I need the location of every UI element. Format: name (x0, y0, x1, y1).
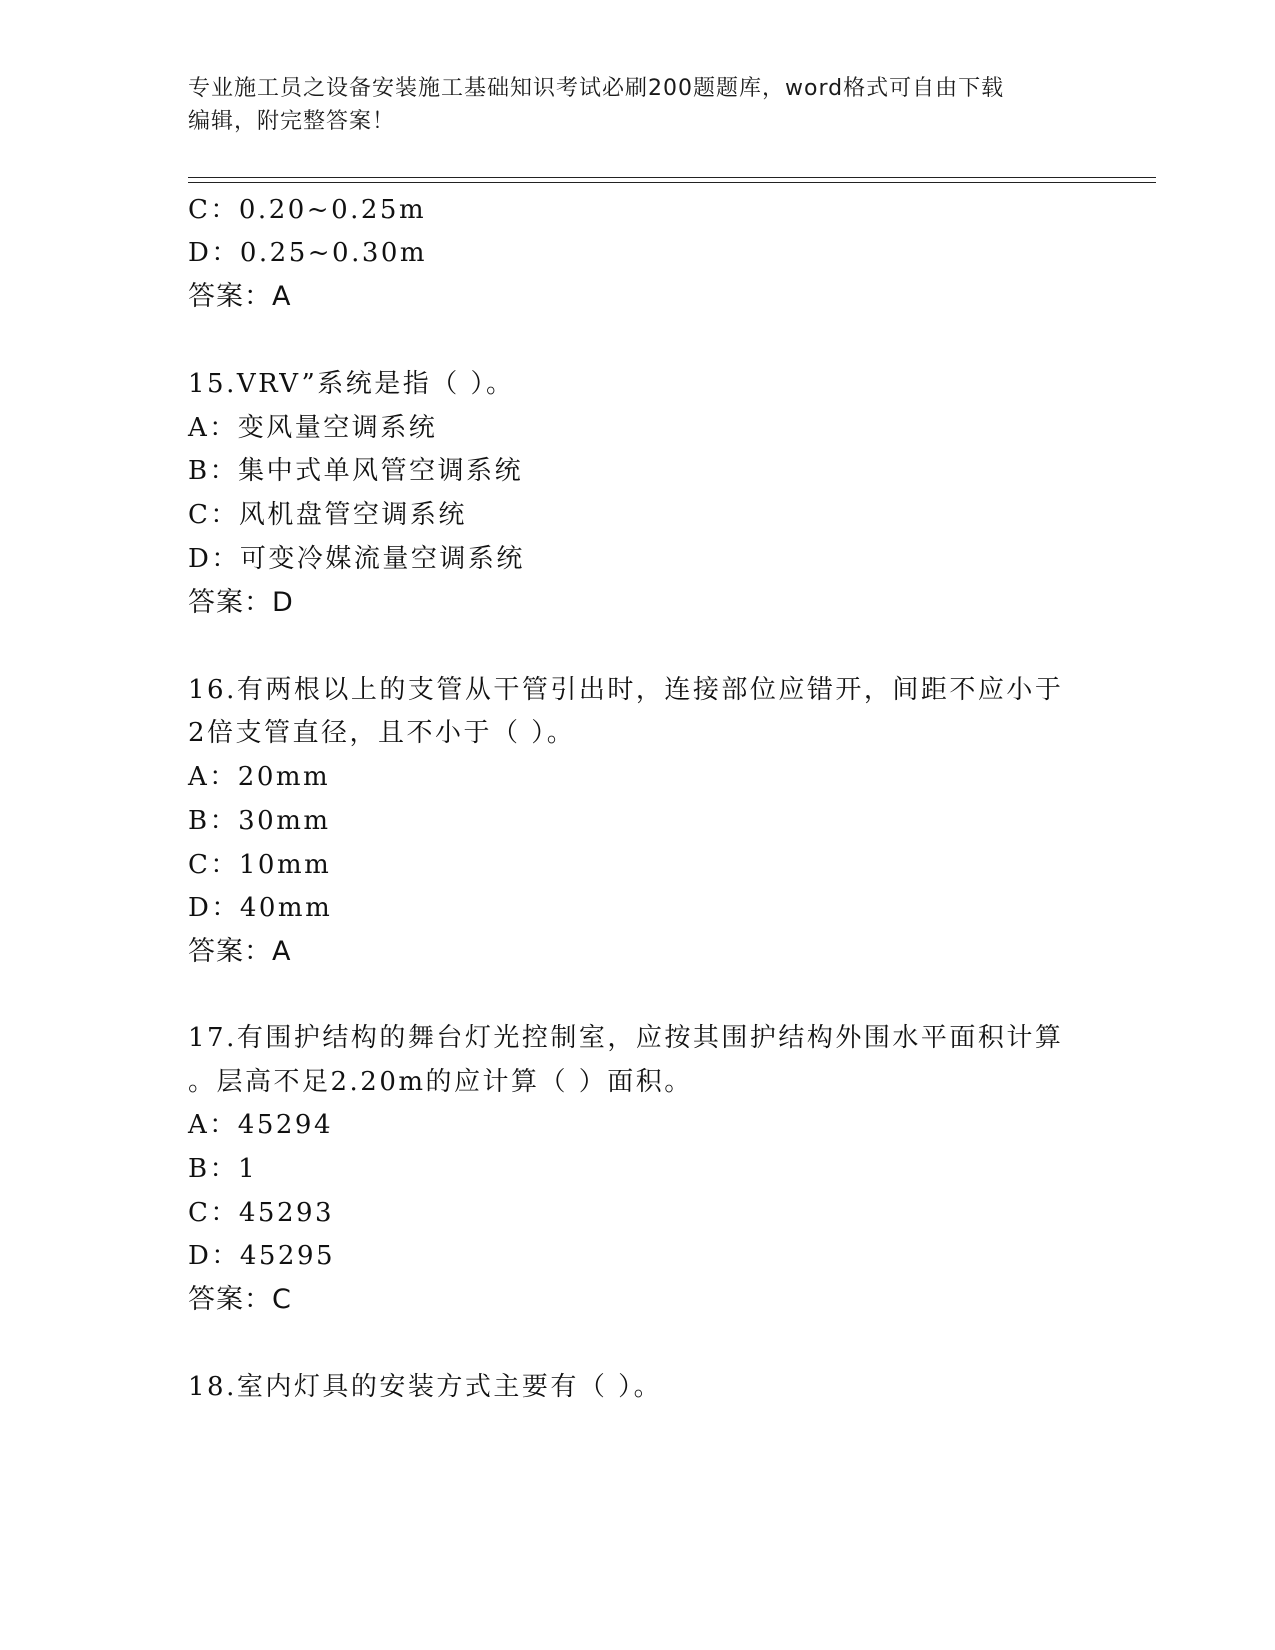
prev-option-d: D：0.25~0.30m (188, 238, 428, 268)
q15-answer: 答案：D (188, 587, 294, 618)
header-title-line-1: 专业施工员之设备安装施工基础知识考试必刷200题题库，word格式可自由下载 (188, 76, 1005, 101)
q16-option-c: C：10mm (188, 850, 332, 880)
q15-option-c: C：风机盘管空调系统 (188, 500, 467, 530)
q16-option-b: B：30mm (188, 806, 331, 836)
q15-option-b: B：集中式单风管空调系统 (188, 456, 524, 486)
q17-option-a: A：45294 (188, 1110, 333, 1140)
q17-option-c: C：45293 (188, 1198, 335, 1228)
q16-option-d: D：40mm (188, 893, 333, 923)
q18-stem: 18.室内灯具的安装方式主要有（ ）。 (188, 1372, 663, 1402)
prev-answer: 答案：A (188, 281, 292, 312)
page-header (188, 72, 1088, 138)
q15-option-d: D：可变冷媒流量空调系统 (188, 544, 525, 574)
q16-answer: 答案：A (188, 936, 292, 967)
q17-option-d: D：45295 (188, 1241, 336, 1271)
q15-stem: 15.VRV”系统是指（ ）。 (188, 369, 515, 399)
q16-stem-line-2: 2倍支管直径，且不小于（ ）。 (188, 718, 576, 748)
prev-option-c: C：0.20~0.25m (188, 195, 427, 225)
q17-answer: 答案：C (188, 1284, 292, 1315)
q17-option-b: B：1 (188, 1154, 258, 1184)
header-title-line-2: 编辑，附完整答案！ (188, 109, 396, 134)
q16-option-a: A：20mm (188, 762, 331, 792)
q17-stem-line-1: 17.有围护结构的舞台灯光控制室，应按其围护结构外围水平面积计算 (188, 1023, 1064, 1053)
q15-option-a: A：变风量空调系统 (188, 413, 438, 443)
header-divider-thin (188, 182, 1156, 183)
q16-stem-line-1: 16.有两根以上的支管从干管引出时，连接部位应错开，间距不应小于 (188, 675, 1064, 705)
header-divider-thick (188, 177, 1156, 178)
q17-stem-line-2: 。层高不足2.20m的应计算（ ）面积。 (188, 1067, 693, 1097)
